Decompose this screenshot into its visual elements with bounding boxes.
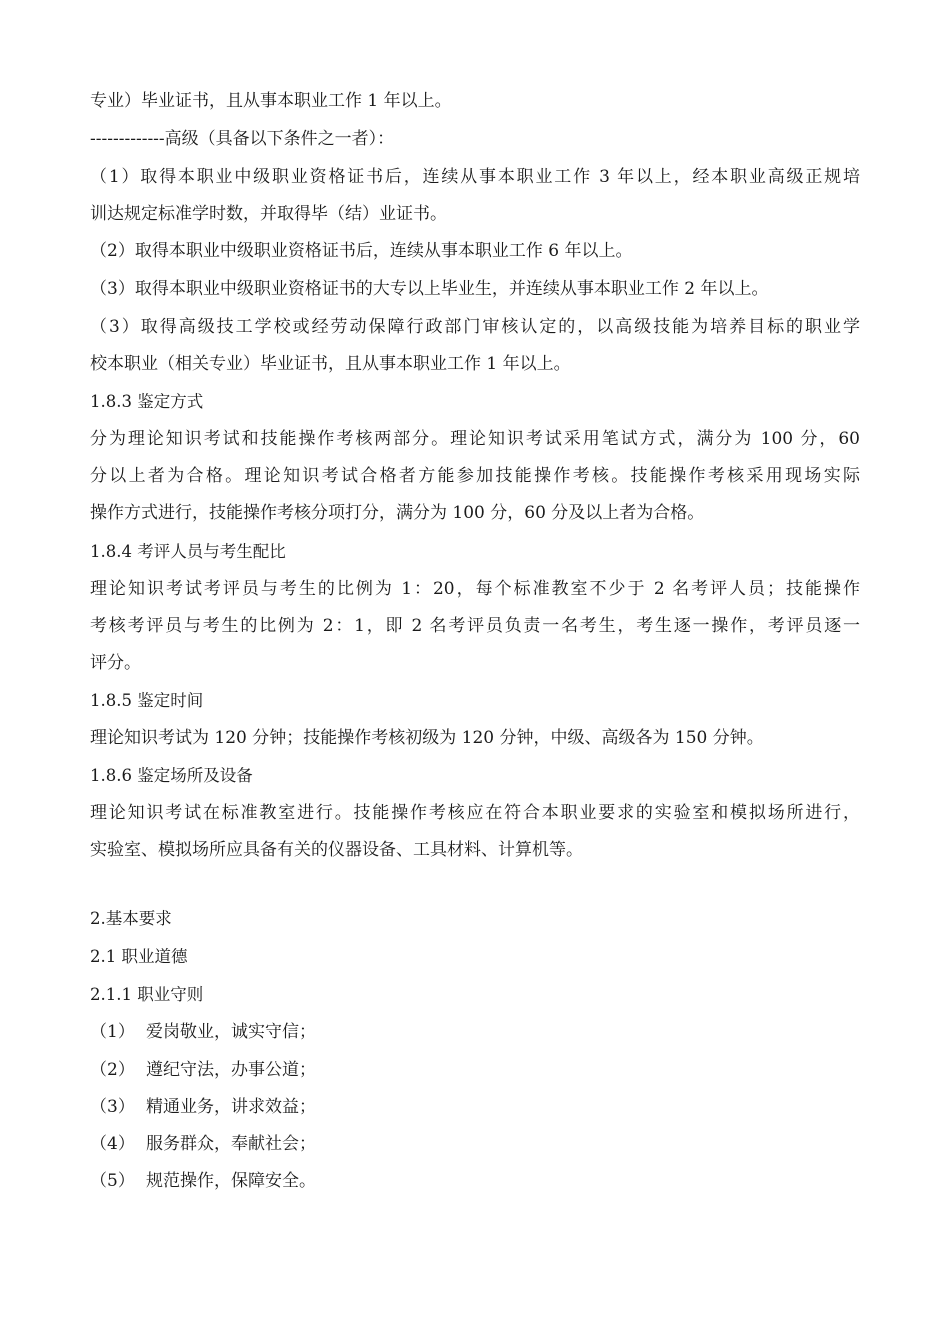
- senior-condition-1-line-1: （1）取得本职业中级职业资格证书后，连续从事本职业工作 3 年以上，经本职业高级正规培: [90, 167, 860, 187]
- list-item-text: 遵纪守法，办事公道；: [146, 1060, 316, 1080]
- section-heading-1-8-6: 1.8.6 鉴定场所及设备: [90, 766, 253, 785]
- list-item-text: 规范操作，保障安全。: [146, 1171, 316, 1191]
- section-heading-1-8-3: 1.8.3 鉴定方式: [90, 392, 204, 411]
- list-item: [90, 1019, 490, 1045]
- examiner-ratio-line-3: 评分。: [90, 653, 141, 673]
- appraisal-method-line-3: 操作方式进行，技能操作考核分项打分，满分为 100 分，60 分及以上者为合格。: [90, 503, 705, 523]
- list-item-text: 服务群众，奉献社会；: [146, 1134, 316, 1154]
- list-item-number: （5）: [90, 1171, 135, 1191]
- appraisal-time-text: 理论知识考试为 120 分钟；技能操作考核初级为 120 分钟，中级、高级各为 150 分钟。: [90, 728, 764, 748]
- examiner-ratio-line-2: 考核考评员与考生的比例为 2：1，即 2 名考评员负责一名考生，考生逐一操作，考评员逐一: [90, 616, 860, 636]
- section-heading-1-8-5: 1.8.5 鉴定时间: [90, 691, 204, 710]
- venue-equipment-line-2: 实验室、模拟场所应具备有关的仪器设备、工具材料、计算机等。: [90, 840, 583, 860]
- venue-equipment-line-1: 理论知识考试在标准教室进行。技能操作考核应在符合本职业要求的实验室和模拟场所进行，: [90, 803, 860, 823]
- list-item-number: （4）: [90, 1134, 135, 1154]
- examiner-ratio-line-1: 理论知识考试考评员与考生的比例为 1：20，每个标准教室不少于 2 名考评人员；技能操作: [90, 579, 860, 599]
- senior-condition-3: （3）取得本职业中级职业资格证书的大专以上毕业生，并连续从事本职业工作 2 年以上。: [90, 279, 769, 299]
- senior-condition-4-line-2: 校本职业（相关专业）毕业证书，且从事本职业工作 1 年以上。: [90, 354, 571, 374]
- list-item: [90, 1131, 490, 1157]
- list-item-text: 爱岗敬业，诚实守信；: [146, 1022, 316, 1042]
- list-item-number: （1）: [90, 1022, 135, 1042]
- list-item-text: 精通业务，讲求效益；: [146, 1097, 316, 1117]
- senior-condition-4-line-1: （3）取得高级技工学校或经劳动保障行政部门审核认定的，以高级技能为培养目标的职业学: [90, 317, 860, 337]
- list-item-number: （2）: [90, 1060, 135, 1080]
- list-item: [90, 1057, 490, 1083]
- senior-header: -------------高级（具备以下条件之一者）：: [90, 129, 395, 149]
- section-heading-2-1: 2.1 职业道德: [90, 947, 188, 966]
- list-item: [90, 1094, 490, 1120]
- section-heading-2: 2.基本要求: [90, 909, 172, 928]
- list-item: [90, 1168, 490, 1194]
- senior-condition-2: （2）取得本职业中级职业资格证书后，连续从事本职业工作 6 年以上。: [90, 241, 633, 261]
- section-heading-2-1-1: 2.1.1 职业守则: [90, 985, 204, 1004]
- section-heading-1-8-4: 1.8.4 考评人员与考生配比: [90, 542, 286, 561]
- senior-condition-1-line-2: 训达规定标准学时数，并取得毕（结）业证书。: [90, 204, 447, 224]
- appraisal-method-line-1: 分为理论知识考试和技能操作考核两部分。理论知识考试采用笔试方式，满分为 100 分，60: [90, 429, 860, 449]
- continuation-line: 专业）毕业证书，且从事本职业工作 1 年以上。: [90, 91, 452, 111]
- appraisal-method-line-2: 分以上者为合格。理论知识考试合格者方能参加技能操作考核。技能操作考核采用现场实际: [90, 466, 860, 486]
- list-item-number: （3）: [90, 1097, 135, 1117]
